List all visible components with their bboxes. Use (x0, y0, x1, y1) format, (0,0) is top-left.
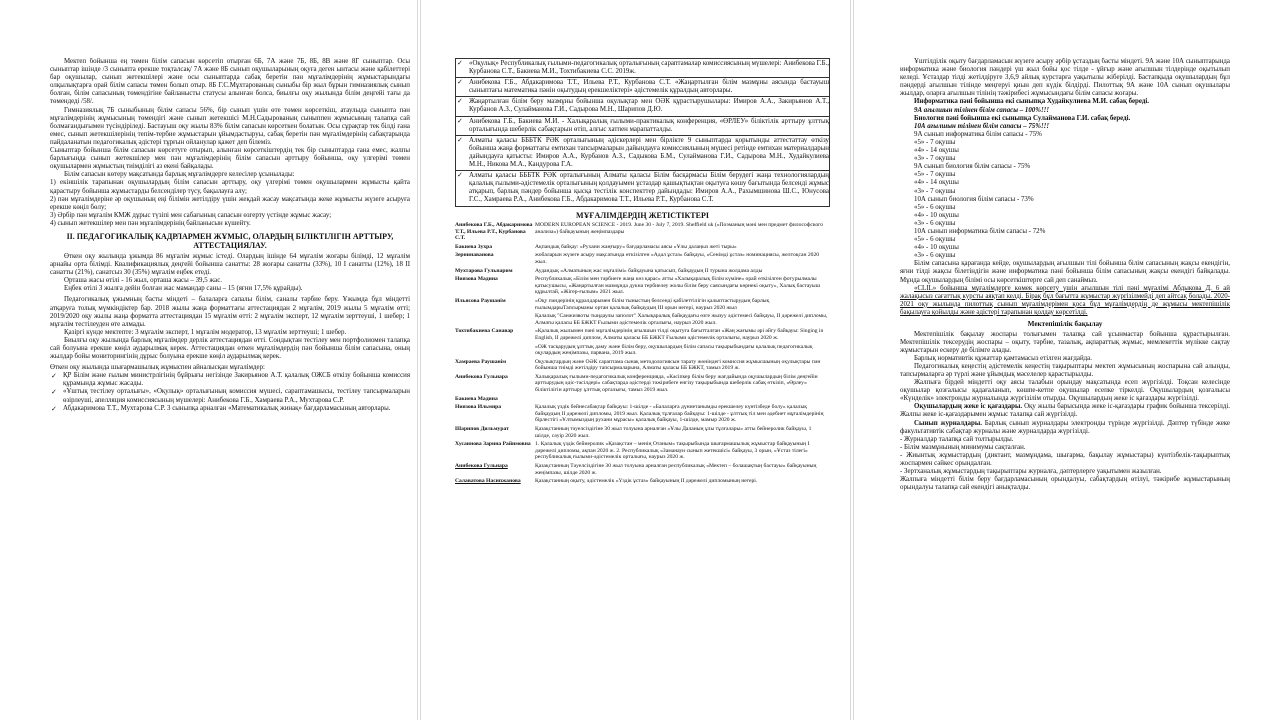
table-row: Салаватова Насипжанова Қазақстанның оқыту, әдістемелік «Үздік ұстаз» байқауының II дәрежелі дипломының иегері. (455, 478, 758, 485)
list-item: ✓ Алматы қаласы БББТК РӘК орталығының Алматы қаласы Білім басқармасы Білім берудегі жаңа технологиялардың қалалық ғылыми-әдістемелік орталығының қолдауымен ұстаздар қашықтықтан оқытуға көшу бағытында белсенді жұмыс атқарып, барлық пәндер бойынша қысқа тестілік конспекттер дайындады: Имиров А.А., Рахымшинова Ш.С., Юнусова Г.С., Хамраева Р.А., Анибекова Г.Б., Абдакаримова Т.Т., Ильева Р.Т., Курбанова С.Т. (457, 171, 829, 204)
paragraph: Сыныптар бойынша білім сапасын көрсетуге отырып, алынған көрсеткіштердің тек бір сыныптарда ғана емес, жалпы барлығында сынып жетекшілер мен пән мұғалімдерінің білім сапасын арттыру бойынша, оқу үлгерімі төмен оқушылармен жұмыстың тиімділігі аз екені байқалады. (50, 147, 410, 171)
paragraph: Биылғы оқу жылында барлық мұғалімдер дерлік аттестациядан өтті. Сондықтан тестілеу мен портфолиомен талапқа сай болуына ерекше көңіл аударылмақ керек. Аттестациядан өткен мұғалімдердің пән бойынша білім сапасына, оның жылдар бойы мониторингінің дұрыс болуына ерекше көңіл аударылмақ керек. (50, 336, 410, 361)
text-line: «4» - 14 оқушы (914, 179, 959, 187)
table-row: Зернинаванова жобаларын жүзеге асыру мақсатында өткізілген «Адал ұстаз» байқауы, «Сенімді ұстаз» номинациясы, желтоқсан 2020 жыл. (455, 252, 820, 265)
list-item: ✓ Жаңартылған білім беру мазмұны бойынша оқулықтар мен ОӘК құрастырушылары: Имиров А.А., Закирьянов А.Т., Курбанов А.З., Сулайманова Г.И., Садырова М.Н., Шарипов Д.Ю. (456, 97, 829, 116)
paragraph: Жалпыға міндетті білім беру бағдарламасының орындалуы, сабақтардың өтілуі, тәжірибе жұмыстарының орындалуы талапқа сай екендігі анықталды. (900, 476, 1230, 492)
table-row: Ниязова Мадина Республикалық «Білім мен тәрбиеге жаңа көз қарас» атты «Халықаралық білім күміне» орай өткізілген фотурылмалы қатысушысы, «Жаңартылған мазмұнда дукна тербиелеу жолы білім беру саясындағы көрнекі оқыту», Халық бастауыш құрылтай, «Жігер-ғылым» 2021 жыл. (455, 276, 820, 296)
text-line: 10А сынып информатика білім сапасы - 72% (914, 227, 1046, 235)
paragraph: Педагогикалық ұжымның басты міндеті – балаларға сапалы білім, саналы тәрбие беру. Ұжымда бұл міндетті атқаруға толық мүмкіндіктер бар. 2018 жылы жаңа форматтағы аттестациядан 2 мұғалім, 2019 жылы 5 мұғалім өтті; 2019/2020 оқу жылы жаңа форматта аттестациядан 15 мұғалім өтті: 2 мұғалім эксперт, 12 мұғалім зерттеуші, 1 шебер; 1 мұғалім тестілеуден өте алмады. (50, 296, 410, 328)
paragraph: Білім сапасына қарағанда кейде, оқушылардың ағылшын тілі бойынша білім сапасының жақсы екендігін, яғни тілді жақсы білетіндігін және информатика пәні бойынша білім сапасының жақсы екендігі байқалады. Мұнда оқушылардың білімі осы көрсеткіштерге сай деп санаймыз. (900, 260, 1230, 284)
paragraph: Барлық нормативтік құжаттар қамтамасыз етілген жағдайда. (914, 354, 1092, 362)
document-page-3 (900, 58, 1230, 628)
text-line: «3» - 7 оқушы (914, 187, 956, 195)
page-gutter-left-2 (420, 0, 421, 720)
list-item: 2) пән мұғалімдеріне әр оқушының еңі білімін жетілдіру үшін жеқдай жасау мақсатында жеке жұмысты жүзеге асыруға ерекше көңіл бөлу; (50, 195, 410, 211)
table-row: Анибекова Гульнара Қазақстанның Тәуелсіздігіне 30 жыл толуына арналған республикалық «Мектеп – болашақтың бастауы» байқауының жеңімпазы, шілде 2020 ж. (455, 463, 817, 476)
list-item: ✓ ҚР Білім және ғылым министрлігінің бұйрығы негізінде Закирьянов А.Т. қалалық ОЖСБ өткізу бойынша комиссия құрамында жұмыс жасады. (51, 372, 410, 388)
paragraph: Еңбек өтілі 3 жылға дейін болған жас мамандар саны – 15 (яғни 17,5% құрайды). (64, 285, 303, 293)
check-icon: ✓ (51, 404, 57, 413)
text-line: 10А сынып биология білім сапасы - 73% (914, 195, 1034, 203)
section-heading: МҰҒАЛІМДЕРДІҢ ЖЕТІСТІКТЕРІ (576, 210, 709, 220)
text-line: Информатика пәні бойынша екі сыныпқа Худайкулиева М.И. сабақ береді. (914, 98, 1149, 106)
check-icon: ✓ (457, 78, 463, 87)
text-line: 9А сынып биология білім сапасы - 75% (914, 163, 1031, 171)
achievements-table (455, 222, 830, 487)
check-icon: ✓ (51, 372, 57, 381)
paragraph: Орташа жасы өтілі - 16 жыл, орташа жасы – 39,5 жас. (64, 277, 222, 285)
paragraph: Білім сапасын көтеру мақсатында барлық мұғалімдерге келесілер ұсынылады: (64, 171, 295, 179)
table-row: Бакиева Мадина (455, 395, 498, 402)
list-item: 4) сынып жетекшілер мен пән мұғалімдерінің байланысын күшейту. (50, 219, 251, 227)
paragraph: Педагогикалық кеңестің әдістемелік кеңестің тақырыптары мектеп жұмысының жоспарына сай алынды, тапсырмаларға әр түрлі және ұйымдық мәселелер қарастырылды. (900, 362, 1230, 378)
text-line: «5» - 7 оқушы (914, 171, 956, 179)
list-item: 3) Әрбір пән мұғалім КМЖ дұрыс түзіпі мен сабағының сапасын өзгерту үстінде жұмыс жасау; (50, 211, 332, 219)
paragraph: Өткен оқу жылында шығармашылық жұмыспен айналысқан мұғалімдер: (50, 364, 265, 372)
text-line: «4» - 14 оқушы (914, 147, 959, 155)
text-line: 9А сынып информатика білім сапасы - 75% (914, 130, 1042, 138)
document-page-1 (50, 58, 410, 628)
paragraph: Қазіргі күнде мектепте: 3 мұғалім эксперт, 1 мұғалім модератор, 13 мұғалім зерттеуші; 1 шебер. (64, 328, 347, 336)
checklist-table (455, 58, 830, 207)
list-item: ✓ «Оқулық» Республикалық ғылыми-педагогикалық орталығының сараптамалар комиссиясының мүшелері: Анибекова Г.Б., Курбанова С.Т., Бакиева М.И., Тохтибакиева С.С. 2019ж. (456, 59, 829, 78)
table-row: «ОЖ тасқарудың ұлттық даму және білім беру, оқушылардың білім сапасы тақырыбындағы қалалық педагогикалық оқулардың жеңімпазы, парвана, 2019 жыл. (535, 343, 813, 357)
check-icon: ✓ (457, 97, 463, 106)
check-icon: ✓ (457, 59, 463, 67)
paragraph: Сынып журналдары. Барлық сынып журналдары электронды түрінде жүргізілді. Дәптер түбінде жеке факультативтік сабақтар журналы және журналдарда жүргізілді. (900, 419, 1230, 435)
table-row: Ильясова Раушанім «Оқу пәндерінің құралдарымен білім тыныстың белсенді қабілеттілігін қалыптастырудың барлық ғылымдарыТапсырманы ортан қалалық байқаудың III орын иегері, наурыз 2020 жыл (455, 297, 770, 311)
section-heading: Мектепішілік бақылау (1027, 320, 1103, 328)
list-item: ✓ Анибекова Г.Б., Бакиева М.И. - Халықаралық ғылыми-практикалық конференция, «ӨРЛЕУ» біліктілік арттыру ұлттық орталығында шеберлік сабақтарын өтіп, алғыс хатпен марапатталды. (456, 117, 829, 136)
list-item: - Жиынтық жұмыстардың (диктант, мазмұндама, шығарма, бақылау жұмыстары) күнтізбелік-тақырыптық жоспармен сәйкес орындалған. (900, 451, 1230, 467)
list-item: - Журналдар талапқа сай толтырылды. (900, 435, 1014, 443)
table-row: Қалалық "Санжизвоты тыңдаулы заполот" Халықаралық байқаудағы өзге жызуу әдістемесі байқауы, II дәрежелі дипломы, Алматы қаласы ББ БЖКТ Ғылыми әдістемелік орталығы, наурыз 2020 жыл. (535, 313, 828, 326)
table-row: Анибекова Г.Б., Абдакаримова Т.Т., Ильева Р.Т., Курбанова С.Т. MODERN EUROPEAN SCIENCE - 2019. June 30 - July 7, 2019. Sheffield uk («Поэманың мәні мен предмет философского анализа») байқауының жеңімпаздары (455, 222, 824, 242)
table-row: Хамраева Раушанім Оқулықтардың және ОӘК сараптама сынақ методологиясын тарату жөніндегі комиссия жұмысшының оқулықтары пән бойынша тиімді жетілдіру тапсырмаларына, Алматы қаласы ББ БЖКТ, тамыз 2019 ж. (455, 358, 821, 372)
text-line: «4» - 10 оқушы (914, 244, 959, 252)
paragraph: Гимназиялық 7Б сыныбының білім сапасы 56%, бір сынып үшін өте төмен көрсеткіш, атаулыда сыныпта пән мұғалімдерінің жұмысының төмендігі және сынып жетекшісі М.Н.Садырованың сыныппен жұмысының талапқа сай болмағандығымен түсіндіріледі. Бастауыш оқу жылы 83% білім сапасын көрсеткен болатын. Осы сұрақтар тек білді ғана емес, сынып жетекшілерінің тепім-тербие жұмыстарын ұйымдастыруы, сабақ беретін пән мұғалімдерінің сабақтарында пайдаланатын педагогикалық әдістері тұрғын ойланулар қажет деп білеміз. (50, 106, 410, 146)
paragraph: Мектеп бойынша ең төмен білім сапасын көрсетіп отырған 6Б, 7А және 7Б, 8Б, 8В және 8Г сыныптар. Осы сыныптар ішінде /3 сыныпта ерекше тоқталсақ/ 7А және 8Б сынып оқушыларының оқуға деген ынтасы және қабілеттері бар оқушылар, сынып жетекшілері және осы сыныптарда сабақ беретін пән мұғалімдерінің жұмыстарындағы олқылықтарға орай білім сапасы төмен болып отыр. 8Б Г.С.Мұхтарованың сыныбы бір жыл бұрын гимназиялық сынып болған, білім сапасының төмендігіне байланысты статусы алынған болса, биылғы оқу жылында білім деңгейі тағы да төмендеді /58/. (50, 58, 410, 106)
text-line: Биология пәні бойынша екі сыныпқа Сулайманова Г.И. сабақ береді. (914, 114, 1131, 122)
check-icon: ✓ (457, 171, 463, 180)
checklist (50, 372, 410, 412)
check-icon: ✓ (457, 116, 463, 125)
paragraph: Өткен оқу жылында ұжымда 86 мұғалім жұмыс істеді. Олардың ішінде 64 мұғалім жоғары білімді, 12 мұғалім арнайы орта білімді. Квалификациялық деңгейі бойынша санатты: 28 жоғары санатты (33%), 10 I санатты (12%), 18 II санатты (21%), санатсыз 30 (35%) мұғалім еңбек етеді. (50, 252, 410, 277)
text-line: «4» - 10 оқушы (914, 211, 959, 219)
list-item: 1) екіншілік тарапынан оқушылардың білім сапасын арттыру, оқу үлгерімі төмен оқушылармен жұмысты қайта қарастыру бойынша жұмыстарды белсенділер түсу, бақылауға алу; (50, 179, 410, 195)
page-gutter-right-2 (853, 0, 854, 720)
text-line: «5» - 6 оқушы (914, 203, 956, 211)
table-row: Анибекова Гульнара Халықаралық ғылыми-педагогикалық конференцияда, «Кәсіпкер білім беру жағдайында оқушылардың білім деңгейін арттырудың әдіс-тәсілдері» сабақтарда әдістерді тәжірибеге енгізу тақырыбында шеберлік сабақ өткізіп, «Өрлеу» біліктілігін арттыру ұлттық орталығы, тамыз 2019 жыл. (455, 373, 818, 394)
table-row: Тохтибакиева Санавар «Қалалық жылымен пәні мұғалімдерінің ағылшын тілді оқытуға бағытталған «Жаң жағымы әрі әйгу байқауы: Singing in English, II дәрежелі диплом, Алматы қаласы ББ БЖКТ Ғылыми әдістемелік орталығы, наурыз 2020 ж. (455, 328, 824, 341)
list-item: - Зертханалық жұмыстардың тақырыптары журналға, дәптерлерге уақытымен жазылған. (900, 468, 1162, 476)
paragraph: Оқушылардың жеке іс қағаздары. Оқу жылы барысында жеке іс-қағаздары график бойынша тексерілді. Жалпы жеке іс-қағаздарымен жұмыс талапқа сай жүргізілді. (900, 403, 1230, 419)
list-item: ✓ «Ұштық тестілеу орталығы», «Оқулық» орталығының комиссия мүшесі, сараптамашысы, тестілеу тапсырмаларын өзірлеуші, апелляция комиссиясының мүшелері: Анибекова Г.Б., Хамраева Р.А., Мухтарова С.Р. (51, 388, 410, 404)
text-line: 10А ағылшын тілінен білім сапасы – 75%!!! (914, 122, 1049, 130)
list-item: ✓ Анибекова Г.Б., Абдакаримова Т.Т., Ильева Р.Т., Курбанова С.Т. «Жаңартылған білім мазмұны аясында бастауыш сыныптағы математика пәнін оқытудың ерекшеліктері» әдістемелік құралдың авторлары. (456, 78, 829, 97)
list-item: ✓ Абдакаримова Т.Т., Мухтарова С.Р. 3 сыныпқа арналған «Математикалық жинақ» бағдарламасының авторлары. (51, 404, 391, 413)
text-line: «3» - 6 оқушы (914, 219, 956, 227)
table-row: Ниязова Ильмира Қалалық үздік бейнесабақтар байқауы: 1-шілде - «Балаларға дүниетанымды ерекшелеу күнтізбеде болу» қалалық байқаудың II дәрежелі дипломы, 2019 жыл. Қалалық тұлғалар байқауы: 1-шілде - ұлттық тіл мен әдебиет мұғалімдерінің бірлестігі «Ұлтымыздың рухани мұрасы» қалалық байқауы, 1-шілде, мамыр 2020 ж. (455, 404, 824, 424)
table-row: Мухтарова Гульнарим Аудандық «Алматының жас мұғалімі» байқауына қатысып, байқаудың II турына жолдама алды (455, 267, 763, 274)
document-page-2 (455, 58, 830, 628)
paragraph: Мектепішілік бақылау жоспары толығымен талапқа сай ұсынмастар бойынша құрастырылған. Мектепішілік тексерудің жоспары – оқыту, тәрбие, тазалық, ақпараттық жұмыс, мемлекеттік мүлікке сақтау жұмыстарын ескеру де білімге алады. (900, 330, 1230, 354)
text-line: «3» - 6 оқушы (914, 252, 956, 260)
section-heading: II. ПЕДАГОГИКАЛЫҚ КАДРЛАРМЕН ЖҰМЫС, ОЛАРДЫҢ БІЛІКТІЛІГІН АРТТЫРУ, АТТЕСТАЦИЯЛАУ. (66, 231, 394, 251)
check-icon: ✓ (51, 388, 57, 397)
paragraph: «СLIL» бойынша мұғалімдерге көмек көрсету үшін ағылшын тілі пәні мұғалімі Абдыкова Д. 6 ай жалақысыз сағаттық курсты аяқтап келді. Бірақ бұл бағытта жұмыстар жүргізілмейді деп айтсақ болады. 2020-2021 оқу жылында пилоттық сынып мұғалімдерімен қоса бұл мұғалімдердің де жұмысы мектепішілік бақылауға қойылды және әдістері тарапынан қолдау көрсетілді. (900, 284, 1230, 316)
text-line: «5» - 7 оқушы (914, 138, 956, 146)
page-gutter-left (417, 0, 418, 720)
list-item: - Білім мазмұнының минимумы сақталған. (900, 443, 1026, 451)
list-item: ✓ Алматы қаласы БББТК РӘК орталығының әдіскерлері мен бірлікте 9 сыныптарда қорытынды аттестаттау өткізу бойынша жаңа форматтағы емтихан тапсырмаларын дайындауға комиссиялының мүшесі ретінде емтихан материалдарын дайындауға қатысты: Имиров А.А., Курбанов А.З., Садыкова Б.М., Сулайманова Г.И., Садырова М.Н., Худайкулиева М.Н., Никова М.А., Кандурова Г.А. (456, 136, 829, 171)
table-row: Шарипов Дильмурат Қазақстанның тәуелсіздігіне 30 жыл толуына арналған «Ұлы Даланың ұлы тұлғалары» атты бейнеролик байқауы, 1 шілде, сәуір 2020 жыл. (455, 426, 812, 439)
text-line: 9А ағылшын тілінен білім сапасы – 100%!!! (914, 106, 1049, 114)
paragraph: Ұштілділік оқыту бағдарламасын жүзеге асыру әрбір ұстаздың басты міндеті. 9А және 10А сыныптарында информатика және биология пәндері үш жыл бойы қос тілде - ұйғыр және ағылшын тілдерінде оқытылып келеді. Ұстаздар тілді жетілдіруге 3,6,9 айлық курстарға уақытылы жіберілді. Бастапқыда оқушылардың бұл пәндерді ағылшын тілінде меңгеруі қиын деп күдік білдірді. Пилоттық 9А және 10А сынып оқушылары жылдар, оларға ағылшын тілінің тәжірибесі жұмысындағы білім сапасы жоғары. (900, 58, 1230, 98)
text-line: «5» - 6 оқушы (914, 236, 956, 244)
text-line: «3» - 7 оқушы (914, 155, 956, 163)
check-icon: ✓ (457, 135, 463, 144)
paragraph: Жалпыға бірдей міндетті оқу аясы талабын орындау мақсатында есеп жүргізілді. Тоқсан келесінде оқушылар қозғалысы қадағаланып, көшпе-кетпе оқушылар есепке тіркелді. Оқушылардың қозғалысы «Күнделік» электронды журналында жүргізілім отырды. Оқушылардың жеке іс қағаздары жүргізілді. (900, 379, 1230, 403)
table-row: Бакиева Зухра Ақпандық байқау: «Рухани жаңғыру» бағдарламасы аясы «Ұлы далаңыз жеті тыры» (455, 243, 737, 250)
table-row: Хусаинова Зарина Райимовна 1. Қалалық үздік бейнеролик «Қазақстан – менің Отаным» тақырыбында шығармашылық жұмыстар байқауының I дәрежелі дипломы, ақпан 2020 ж. 2. Республикалық «Заманауи сынып жетекшісі» байқауы, 3 орын, «Ұстаз тілегі» республикалық ғылыми-әдістемелік орталығы, наурыз 2020 ж. (455, 441, 810, 461)
page-gutter-right (850, 0, 851, 720)
